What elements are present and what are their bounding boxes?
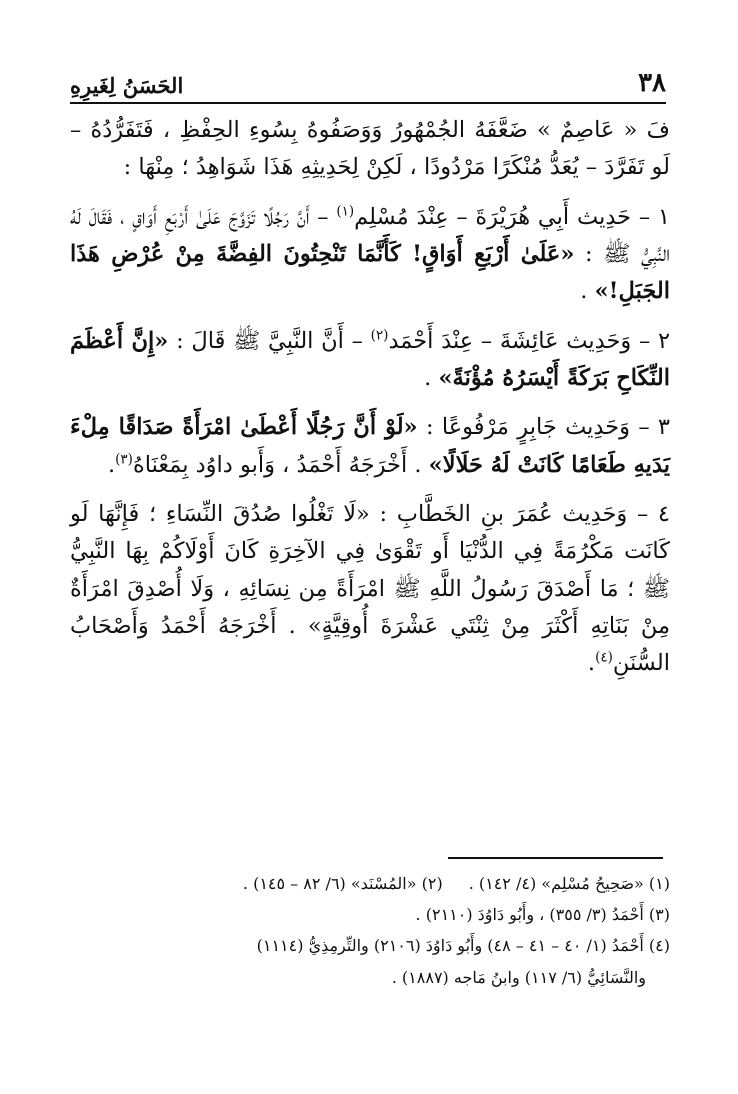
hadith-4-source: . أَخْرَجَهُ أَحْمَدُ وَأَصْحَابُ السُّنَنِ	[70, 613, 670, 677]
hadith-1-end: .	[580, 278, 588, 305]
footnote-1: (١) «صَحِيحُ مُسْلِم» (٤/ ١٤٢) .	[468, 874, 670, 893]
hadith-item-1	[70, 199, 670, 311]
footnote-3: (٣) أَحْمَدُ (٣/ ٣٥٥) ، وأَبُو دَاوُدَ (٢١١٠) .	[415, 905, 670, 925]
hadith-3-source: . أَخْرَجَهُ أَحْمَدُ ، وَأَبو داوُد بِمَعْنَاهُ	[132, 451, 422, 478]
running-head	[70, 52, 666, 98]
footnotes	[70, 868, 670, 993]
item-number-4: ٤ –	[636, 501, 671, 528]
hadith-2-quote: «إِنَّ أَعْظَمَ النِّكَاحِ بَرَكَةً أَيْسَرُهُ مُؤْنَةً»	[70, 327, 670, 392]
hadith-item-2	[70, 323, 670, 398]
page-number: ٣٨	[638, 68, 666, 98]
item-number-2: ٢ –	[638, 327, 671, 354]
hadith-4-quote: «لَا تَغْلُوا صُدُقَ النِّسَاءِ ؛ فَإِنَّهَا لَو كَانَت مَكْرُمَةً فِي الدُّنْيَا أَو تَقْوَىٰ فِي الآخِرَةِ كَانَ أَوْلَاكُمْ بِهَا النَّبِيُّ ﷺ ؛ مَا أَصْدَقَ رَسُولُ اللَّهِ ﷺ امْرَأَةً مِن نِسَائِهِ ، وَلَا أُصْدِقَ امْرَأَةٌ مِنْ بَنَاتِهِ أَكْثَرَ مِنْ ثِنْتَي عَشْرَةَ أُوقِيَّةٍ»	[70, 501, 671, 640]
footnote-ref-4[interactable]: (٤)	[595, 649, 613, 666]
hadith-3-quote: «لَوْ أَنَّ رَجُلًا أَعْطَىٰ امْرَأَةً صَدَاقًا مِلْءَ يَدَيهِ طَعَامًا كَانَتْ لَهُ حَلَالًا»	[70, 414, 670, 478]
footnote-2: (٢) «المُسْنَد» (٦/ ٨٢ – ١٤٥) .	[242, 874, 443, 893]
footnote-rule	[448, 857, 663, 859]
footnote-4-line-1: (٤) أَحْمَدُ (١/ ٤٠ – ٤١ – ٤٨) وأَبُو دَاوُدَ (٢١٠٦) والتِّرمِذِيُّ (١١١٤)	[256, 936, 670, 956]
intro-text: فَ « عَاصِمٌ » ضَعَّفَهُ الجُمْهُورُ وَوَصَفُوهُ بِسُوءِ الحِفْظِ ، فَتَفَرُّدُهُ – لَو تَفَرَّدَ – يُعَدُّ مُنْكَرًا مَرْدُودًا ، لَكِنْ لِحَدِيثِهِ هَذَا شَوَاهِدُ ؛ مِنْهَا :	[70, 117, 670, 181]
hadith-2-intro: وَحَدِيث عَائِشَةَ – عِنْدَ أَحْمَد	[388, 327, 632, 354]
item-number-1: ١ –	[638, 203, 670, 230]
footnote-ref-3[interactable]: (٣)	[115, 451, 133, 468]
hadith-1-intro: حَدِيث أَبِي هُرَيْرَةَ – عِنْدَ مُسْلِم	[354, 203, 632, 230]
hadith-1-quote: «عَلَىٰ أَرْبَعِ أَوَاقٍ! كَأَنَّمَا تَنْحِتُونَ الفِضَّةَ مِنْ عُرْضِ هَذَا الجَبَلِ!»	[70, 241, 670, 305]
footnote-4-line-2: والنَّسَائِيُّ (٦/ ١١٧) وابنُ مَاجه (١٨٨٧) .	[391, 967, 646, 987]
hadith-4-intro: وَحَدِيث عُمَرَ بنِ الخَطَّابِ :	[379, 501, 628, 528]
footnote-line-1	[70, 868, 670, 899]
main-text	[70, 112, 670, 695]
item-number-3: ٣ –	[638, 414, 671, 441]
footnote-ref-1[interactable]: (١)	[336, 203, 355, 220]
hadith-4-end: .	[587, 650, 596, 677]
hadith-3-intro: وَحَدِيث جَابِرٍ مَرْفُوعًا :	[425, 414, 631, 441]
hadith-1-context: – أَنَّ رَجُلًا تَزَوَّجَ عَلَىٰ أَرْبَعِ أَوَاقٍ ، فَقَالَ لَهُ النَّبِيُّ ﷺ :	[70, 203, 670, 268]
header-rule	[70, 102, 666, 104]
footnote-ref-2[interactable]: (٢)	[370, 327, 389, 344]
hadith-2-context: – أَنَّ النَّبِيَّ ﷺ قَالَ :	[176, 327, 363, 354]
running-title: الحَسَنُ لِغَيرِهِ	[70, 73, 184, 98]
hadith-3-end: .	[107, 451, 116, 478]
hadith-item-3	[70, 409, 670, 484]
hadith-item-4	[70, 496, 670, 683]
hadith-2-end: .	[424, 365, 432, 392]
intro-paragraph	[70, 112, 670, 187]
